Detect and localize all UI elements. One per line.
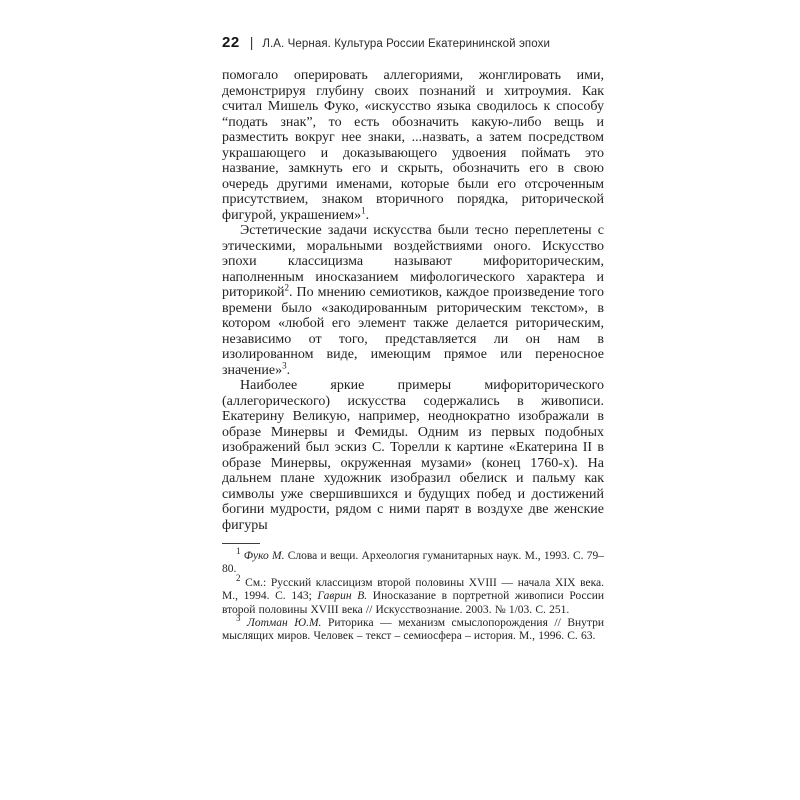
footnote-marker-3: 3 — [236, 613, 241, 624]
footnote-2 — [222, 572, 604, 617]
footnote-1 — [222, 546, 604, 577]
italic-citation: Лотман Ю.М. — [247, 617, 322, 630]
text-run: помогало оперировать аллегориями, жонглировать ими, демонстрируя глубину своих познаний и хитроумия. Как считал Мишель Фуко, «искусство языка сводилось к способу “подать знак”, то есть обозначить какую-либо вещь и разместить вокруг нее знаки, ...назвать, а затем посредством украшающего и доказывающего удвоения поймать это название, замкнуть его и скрыть, обозначить его в свою очередь другими именами, которые были его отсроченным присутствием, знаком вторичного порядка, риторической фигурой, украшением» — [222, 68, 604, 223]
body-paragraph-1 — [222, 68, 604, 223]
text-run: См.: Русский классицизм второй половины XVIII — начала XIX века. М., 1994. С. 143; — [222, 576, 604, 603]
text-run: Риторика — механизм смыслопорождения // Внутри мыслящих миров. Человек – текст – семиосфера – история. М., 1996. С. 63. — [222, 617, 604, 643]
footnote-divider — [222, 543, 260, 544]
header-divider: | — [249, 34, 254, 50]
text-run: Иносказание в портретной живописи России второй половины XVIII века // Искусствознание. 2003. № 1/03. С. 251. — [222, 590, 604, 616]
italic-citation: Фуко М. — [243, 550, 285, 562]
page-number: 22 — [222, 34, 240, 51]
running-title: Л.А. Черная. Культура России Екатерининской эпохи — [262, 38, 550, 50]
text-run: . По мнению семиотиков, каждое произведение того времени было «закодированным риторическим текстом», в котором «любой его элемент также делается риторическим, независимо от того, представляется ли он нам в изолированном виде, имеющим прямое или переносное значение» — [222, 285, 604, 378]
footnote-marker-1: 1 — [236, 546, 241, 557]
footnote-3 — [222, 613, 604, 644]
body-paragraph-2 — [222, 223, 604, 378]
text-run: Слова и вещи. Археология гуманитарных наук. М., 1993. С. 79–80. — [222, 550, 604, 576]
footnote-ref-1: 1 — [361, 204, 366, 215]
footnote-ref-2: 2 — [284, 282, 290, 293]
footnote-marker-2: 2 — [236, 572, 241, 583]
italic-citation: Гаврин В. — [317, 590, 368, 603]
text-run: . — [286, 362, 291, 378]
text-run: Наиболее яркие примеры мифориторического (аллегорического) искусства содержались в живописи. Екатерину Великую, например, неоднократно изображали в образе Минервы и Фемиды. Одним из первых подобных изображений был эскиз С. Торелли к картине «Екатерина II в образе Минервы, окруженная музами» (конец 1760-х). На дальнем плане художник изобразил обелиск и пальму как символы уже свершившихся и будущих побед и достижений богини мудрости, рядом с ними парят в воздухе две женские фигуры — [222, 378, 604, 533]
body-paragraph-3 — [222, 378, 604, 533]
footnotes — [222, 546, 604, 644]
footnote-ref-3: 3 — [282, 359, 287, 370]
body-text — [222, 68, 604, 533]
page-header — [222, 34, 604, 51]
text-run: Эстетические задачи искусства были тесно переплетены с этическими, моральными воздействиями оного. Искусство эпохи классицизма называют мифориторическим, наполненным иносказанием мифологического характера и риторикой — [222, 223, 604, 300]
text-run: . — [365, 207, 370, 223]
page-column — [222, 34, 604, 644]
